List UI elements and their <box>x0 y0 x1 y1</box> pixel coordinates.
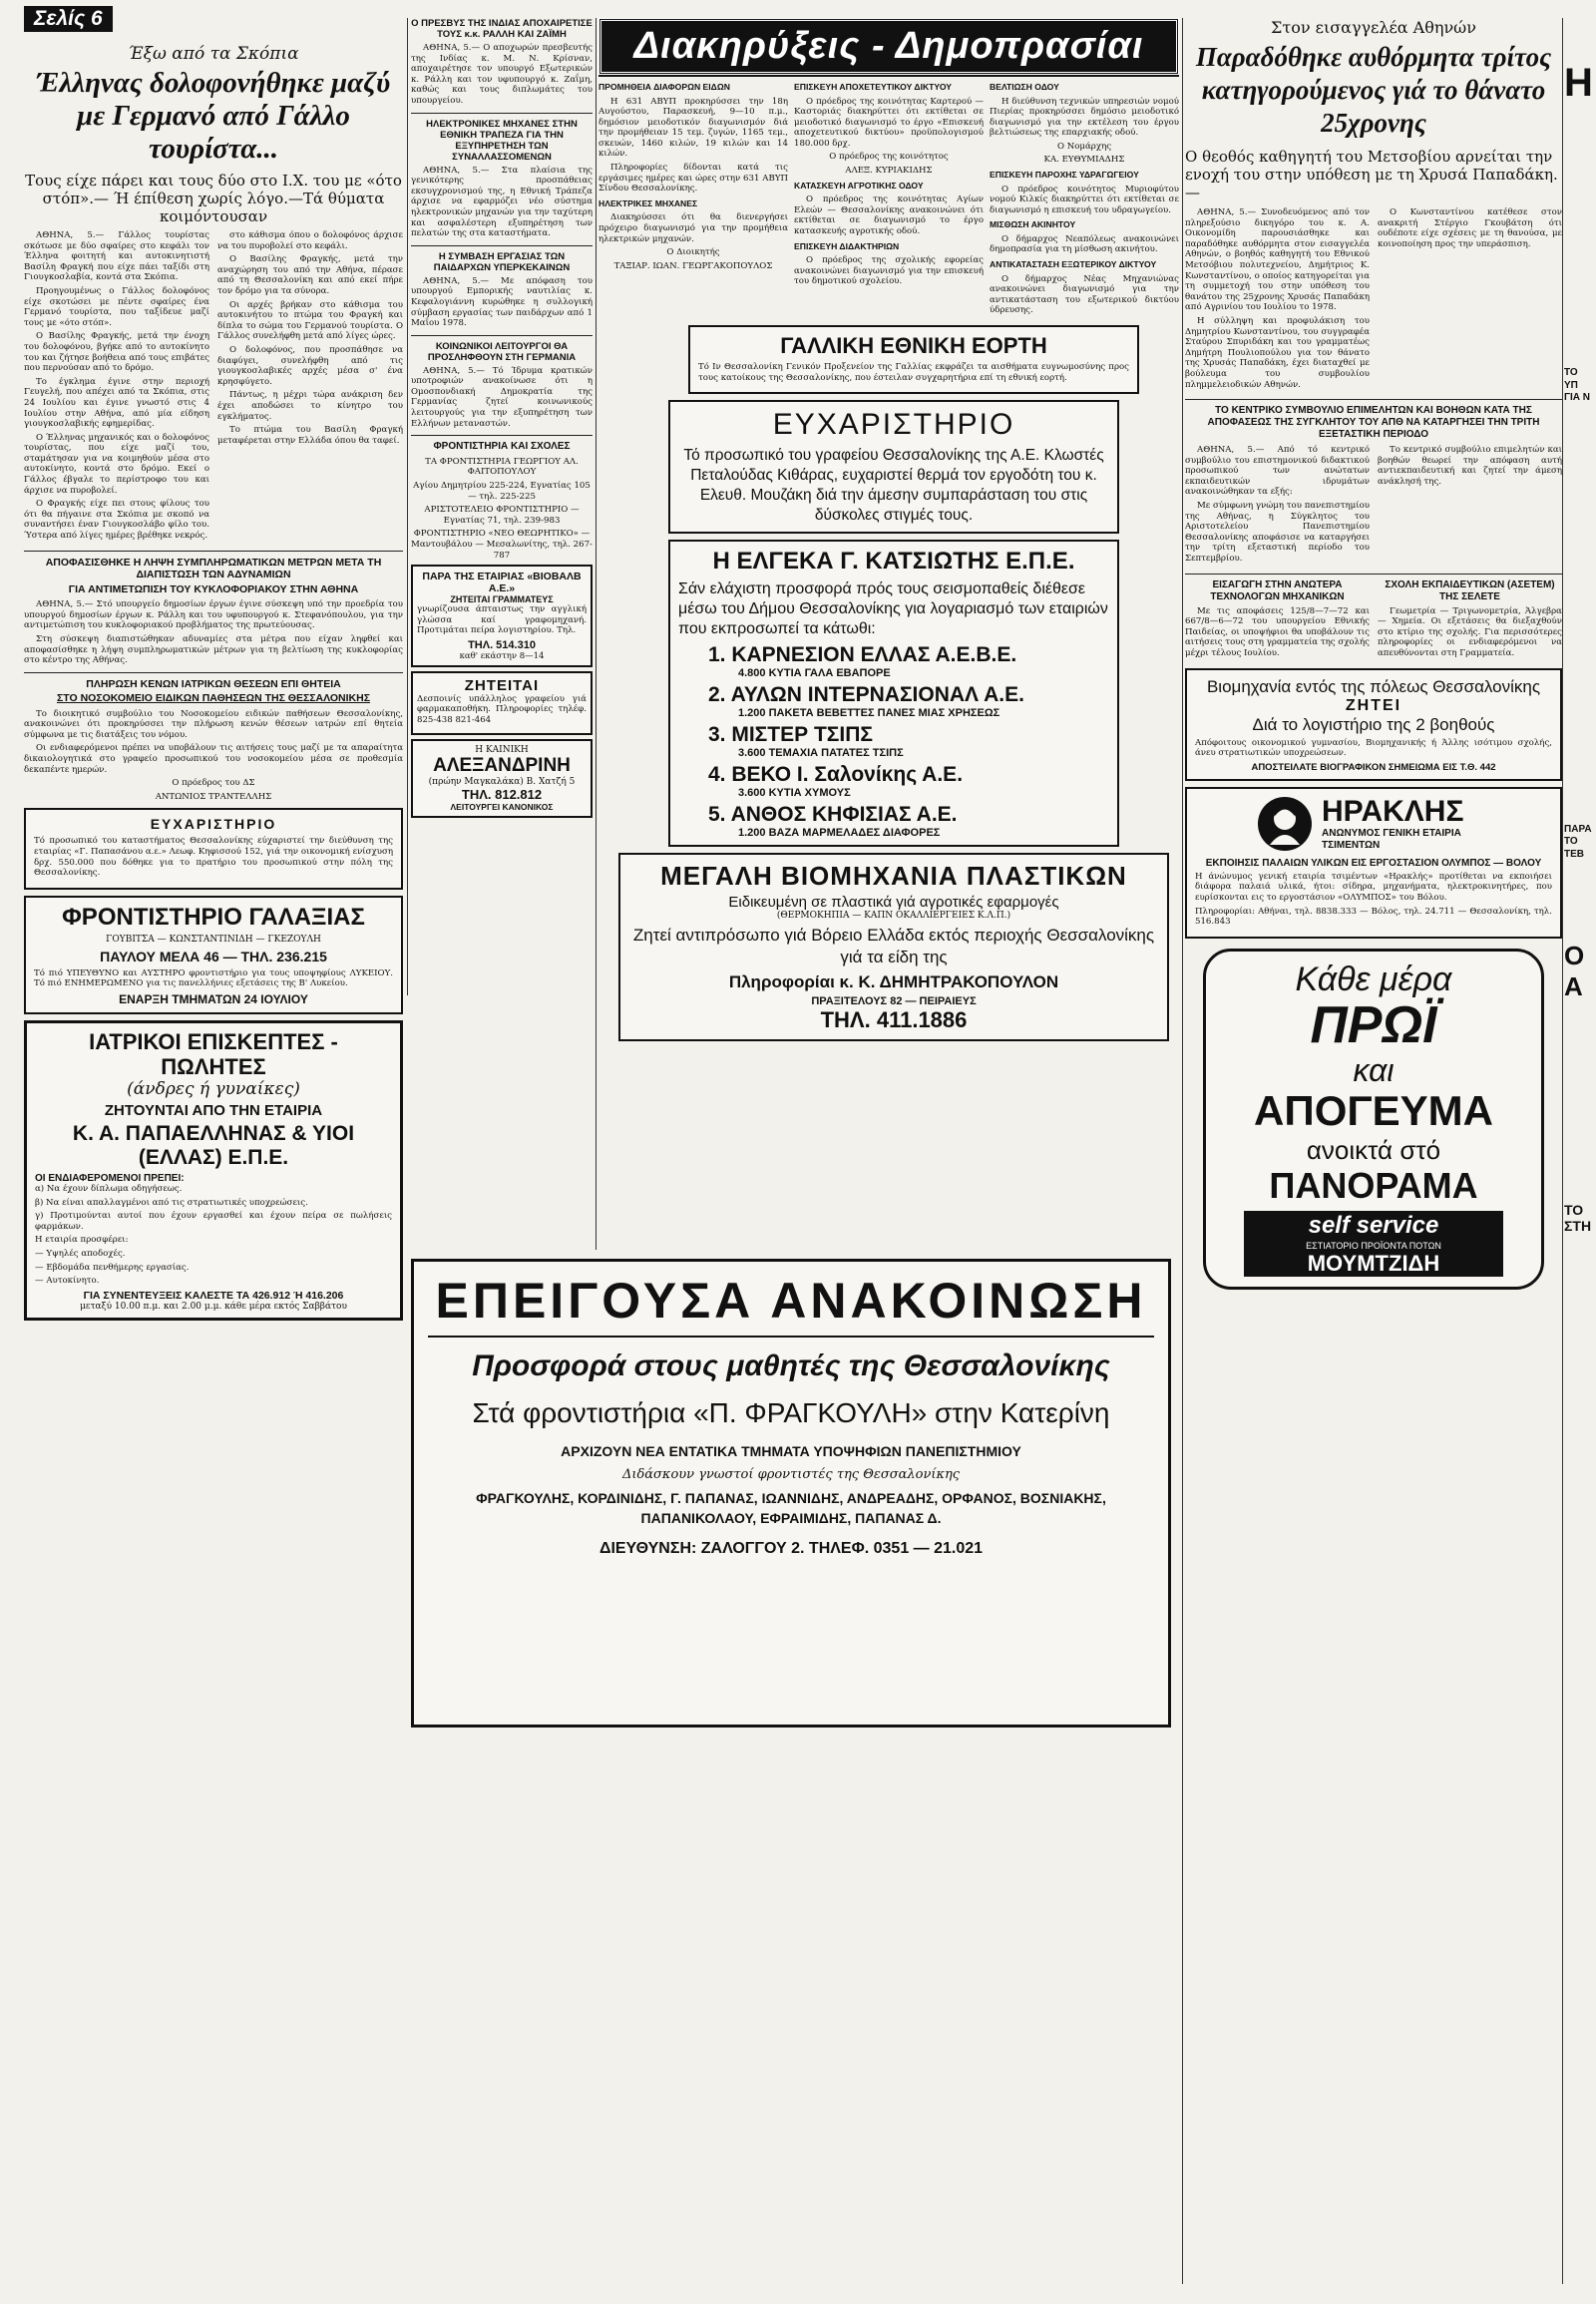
article-kicker: Στον εισαγγελέα Αθηνών <box>1271 18 1476 37</box>
ad-title: ΠΑΡΑ ΤΗΣ ΕΤΑΙΡΙΑΣ «ΒΙΟΒΑΛΒ Α.Ε.» <box>422 571 582 595</box>
section-title: Ο ΠΡΕΣΒΥΣ ΤΗΣ ΙΝΔΙΑΣ ΑΠΟΧΑΙΡΕΤΙΣΕ ΤΟΥΣ κ.κ. ΡΑΛΛΗ ΚΑΙ ΖΑΪΜΗ <box>411 18 593 40</box>
requirement: β) Να είναι απαλλαγμένοι από τις στρατιωτικές υποχρεώσεις. <box>35 1197 308 1208</box>
ad-title: Η ΕΛΓΕΚΑ Γ. ΚΑΤΣΙΩΤΗΣ Ε.Π.Ε. <box>712 548 1075 576</box>
panorama-sub: ΕΣΤΙΑΤΟΡΙΟ ΠΡΟΪΟΝΤΑ ΠΟΤΩΝ <box>1244 1241 1503 1251</box>
requirement: — Εβδομάδα πενθήμερης εργασίας. <box>35 1262 190 1273</box>
column-rule <box>596 18 597 1250</box>
ad-panorama <box>1203 949 1544 1290</box>
article-subhead: Ο θεοθός καθηγητή του Μετσοβίου αρνείται την ενοχή του στην υπόθεση με τη Χρυσά Παπαδάκη.— <box>1185 148 1558 201</box>
paragraph: ΑΘΗΝΑ, 5.— Από τό κεντρικό συμβούλιο του επιστημονικού διδακτικού προσωπικού των ανώτατων εκπαιδευτικών ιδρυμάτων ανακοινώθηκαν τα εξής: <box>1185 445 1370 498</box>
paragraph: Το έγκλημα έγινε στην περιοχή Γευγελή, που απέχει από τα Σκόπια, στις 24 Ιουλίου και έγινε γνωστό στις 4 Ιουλίου στην Αθήνα, από μία είδηση γιουγκοσλαβικής εφημερίδας. <box>24 376 209 430</box>
tender-text: Διακηρύσσει ότι θα διενεργήσει πρόχειρο διαγωνισμό για την προμήθεια ηλεκτρικών μηχανών. <box>598 212 788 244</box>
requirement: γ) Προτιμούνται αυτοί που έχουν εργασθεί και έχουν πείρα σε πωλήσεις φαρμάκων. <box>35 1211 392 1232</box>
paragraph: ΑΘΗΝΑ, 5.— Ο αποχωρών πρεσβευτής της Ινδίας κ. Μ. Ν. Κρίσναν, αποχαιρέτησε τον υπουργό Εξωτερικών κ. Ράλλη και τον υφυπουργό κ. Ζαΐμη, καθώς και τους διπλωμάτες του υπουργείου. <box>411 43 593 106</box>
donor-qty: 1.200 ΠΑΚΕΤΑ ΒΕΒΕΤΤΕΣ ΠΑΝΕΣ ΜΙΑΣ ΧΡΗΣΕΩΣ <box>738 707 1000 720</box>
tender-text: Ο πρόεδρος κοινότητος Μυριοφύτου νομού Κιλκίς διακηρύττει ότι εκτίθεται σε διαγωνισμό η επισκευή του υδραγωγείου. <box>990 184 1179 215</box>
donor-qty: 1.200 ΒΑΖΑ ΜΑΡΜΕΛΑΔΕΣ ΔΙΑΦΟΡΕΣ <box>738 827 941 840</box>
text-fragment: ΤΟ ΤΕΒ <box>1564 836 1584 860</box>
paragraph: Ο Φραγκής είχε πει στους φίλους του ότι θα πήγαινε στα Σκόπια με σκοπό να συναντήσει έναν Γιουγκοσλάβο φίλο του. Ύστερα από λίγες ημέρες βρέθηκε νεκρός. <box>24 499 209 542</box>
tender-column <box>990 81 1179 319</box>
ad-company: Κ. Α. ΠΑΠΑΕΛΛΗΝΑΣ & ΥΙΟΙ (ΕΛΛΑΣ) Ε.Π.Ε. <box>72 1122 355 1169</box>
text-fragment: Ο <box>1564 941 1585 970</box>
paragraph: ΑΘΗΝΑ, 5.— Γάλλος τουρίστας σκότωσε με δύο σφαίρες στο κεφάλι τον Έλληνα φοιτητή και αυτοκινητιστή Βασίλη Φραγκή που είχε πάει ταξίδι στη Γιουγκοσλαβία, κοντά στα Σκόπια. <box>24 230 209 283</box>
paragraph: Στη σύσκεψη διαπιστώθηκαν αδυναμίες στα μέτρα που είχαν ληφθεί και αποφασίσθηκε η λήψη συμπληρωματικών μέτρων για τη βελτίωση της κυκλοφορίας στο κέντρο της Αθήνας. <box>24 633 403 666</box>
tender-title: ΒΕΛΤΙΩΣΗ ΟΔΟΥ <box>990 82 1059 92</box>
ad-title: ΕΥΧΑΡΙΣΤΗΡΙΟ <box>150 816 277 833</box>
article-university <box>1185 399 1562 568</box>
paragraph: Το πτώμα του Βασίλη Φραγκή μεταφέρεται στην Ελλάδα όπου θα ταφεί. <box>217 425 403 446</box>
herakles-logo-icon <box>1256 795 1314 853</box>
panorama-badge: self service <box>1244 1211 1503 1241</box>
ad-french-day <box>688 325 1139 394</box>
ad-contact: ΓΙΑ ΣΥΝΕΝΤΕΥΞΕΙΣ ΚΑΛΕΣΤΕ ΤΑ 426.912 Ή 416.206 <box>83 1289 344 1302</box>
announcement-line: Στά φροντιστήρια «Π. ΦΡΑΓΚΟΥΛΗ» στην Κατερίνη <box>472 1397 1110 1428</box>
announcement-line: Προσφορά στους μαθητές της Θεσσαλονίκης <box>472 1349 1110 1382</box>
tender-column <box>598 81 788 319</box>
listing: ΦΡΟΝΤΙΣΤΗΡΙΟ «ΝΕΟ ΘΕΩΡΗΤΙΚΟ» — Μαντουβάλου — Μεσαλωνίτης, τηλ. 267-787 <box>411 529 593 561</box>
column-rule <box>1182 18 1183 2284</box>
article-headline: Παραδόθηκε αυθόρμητα τρίτος κατηγορούμενος γιά το θάνατο 25χρονης <box>1195 42 1552 138</box>
paragraph: Το διοικητικό συμβούλιο του Νοσοκομείου ειδικών παθήσεων Θεσσαλονίκης, ανακοινώνει ότι προκηρύσσει την πλήρωση κενών θέσεων ιατρών επί θητεία σύμφωνα με τις διατάξεις του νόμου. <box>24 708 403 740</box>
ad-intro: Σάν ελάχιστη προσφορά πρός τους σεισμοπαθείς διέθεσε μέσω του Δήμου Θεσσαλονίκης για λογαριασμό των εταιριών που εκπροσωπεί τα κάτωθι: <box>678 580 1108 638</box>
ad-body: Ζητεί αντιπρόσωπο γιά Βόρειο Ελλάδα εκτός περιοχής Θεσσαλονίκης γιά τα είδη της <box>632 926 1155 967</box>
section-title: ΗΛΕΚΤΡΟΝΙΚΕΣ ΜΗΧΑΝΕΣ ΣΤΗΝ ΕΘΝΙΚΗ ΤΡΑΠΕΖΑ ΓΙΑ ΤΗΝ ΕΞΥΠΗΡΕΤΗΣΗ ΤΩΝ ΣΥΝΑΛΛΑΣΣΟΜΕΝΩΝ <box>426 118 578 163</box>
tender-text: Πληροφορίες δίδονται κατά τις εργάσιμες ημέρες και ώρες στην 631 ΑΒΥΠ Σίνδου Θεσσαλονίκης. <box>598 163 788 194</box>
ad-elgeka <box>668 540 1119 847</box>
paragraph: Προηγουμένως ο Γάλλος δολοφόνος είχε σκοτώσει με πέντε σφαίρες ένα Γερμανό τουρίστα, που ταξίδευε μαζί τους με «ότο στόπ». <box>24 285 209 328</box>
section-title: ΣΧΟΛΗ ΕΚΠΑΙΔΕΥΤΙΚΩΝ (ΑΣΕΤΕΜ) ΤΗΣ ΣΕΛΕΤΕ <box>1385 578 1555 602</box>
text-fragment: Α <box>1564 971 1583 1001</box>
tender-column <box>794 81 984 319</box>
paragraph: Ο Κωνσταντίνου κατέθεσε στον ανακριτή Στέργιο Γκουβάτση ότι ουδέποτε είχε σχέσεις με τη θανούσα, με κοινοποίηση προς την υπεράσπιση. <box>1378 207 1562 249</box>
announcement-title: ΕΠΕΙΓΟΥΣΑ ΑΝΑΚΟΙΝΩΣΗ <box>428 1272 1154 1338</box>
tender-text: Ο πρόεδρος της κοινότητας Αγίων Ελεών — Θεσσαλονίκης ανακοινώνει ότι εκτίθεται σε διαγωνισμό το έργο κατασκευής αγροτικής οδού. <box>794 194 984 236</box>
paragraph: Η σύλληψη και προφυλάκιση του Δημητρίου Κωνσταντίνου, του συγγραφέα Σταύρου Σπυριδάκη και του γραμματέως Δημήτρη Πουλιοπούλου για τον θάνατο της Χρυσάς Παπαδάκη, έχει διαταχθεί με βούλευμα του συμβουλίου πλημμελειοδικών Αθηνών. <box>1185 315 1370 390</box>
notices-row <box>1185 574 1562 662</box>
paragraph: ΑΘΗΝΑ, 5.— Τό Ίδρυμα κρατικών υποτροφιών ανακοίνωσε ότι η Ομοσπονδιακή Δημοκρατία της Γερμανίας ζητεί κοινωνικούς λειτουργούς για την εξυπηρέτηση των Ελλήνων μεταναστών. <box>411 365 593 429</box>
paragraph: ΑΘΗΝΑ, 5.— Συνοδευόμενος από τον πληρεξούσιο δικηγόρο του κ. Α. Οικονομίδη παρουσιάσθηκε και παραδόθηκε αυθόρμητα στον εισαγγελέα Αθηνών, ο βοηθός καθηγητή του Εθνικού Μετσόβιου πολυτεχνείου, Δημήτριος Κ. Κωνσταντίνου, ο οποίος κατηγορείται για τη συμμετοχή του στην υπόθεση του θανάτου της 25χρονης Χρυσάς Παπαδάκη από Αγρινίου του Ιουλίου το 1978. <box>1185 207 1370 313</box>
ad-body: Τό προσωπικό του καταστήματος Θεσσαλονίκης εύχαριστεί την διεύθυνση της εταιρίας «Γ. Παπασάνου α.ε.» Λεωφ. Κηφισσού 152, γιά την οικονομική ενίσχυση δρχ. 550.000 που δόθηκε για το πρατήριο του προσωπικού στην πόλη της Θεσσαλονίκης. <box>34 836 393 879</box>
ad-footer: ΕΝΑΡΞΗ ΤΜΗΜΑΤΩΝ 24 ΙΟΥΛΙΟΥ <box>119 992 308 1006</box>
donor-qty: 3.600 ΚΥΤΙΑ ΧΥΜΟΥΣ <box>738 787 851 800</box>
ad-body: γνωρίζουσα άπταιστως την αγγλική γλώσσα καί γραφομηχανή. Προτιμάται πείρα λογιστηρίου. Τηλ. <box>417 604 587 636</box>
listing: Αγίου Δημητρίου 225-224, Εγνατίας 105 — τηλ. 225-225 <box>413 480 591 502</box>
paragraph: Ο Έλληνας μηχανικός και ο δολοφόνος τουρίστας, που είχε μαζί του, σταμάτησαν για να κοιμηθούν μέσα στο αυτοκίνητο, κοντά στο δρόμο. Εκεί ο Γάλλος έβγαλε το περίστροφο του και άρχισε να πυροβολεί. <box>24 432 209 496</box>
announcement-line: Διδάσκουν γνωστοί φροντιστές της Θεσσαλονίκης <box>621 1467 961 1482</box>
section-title: ΑΠΟΦΑΣΙΣΘΗΚΕ Η ΛΗΨΗ ΣΥΜΠΛΗΡΩΜΑΤΙΚΩΝ ΜΕΤΡΩΝ ΜΕΤΑ ΤΗ ΔΙΑΠΙΣΤΩΣΗ ΤΩΝ ΑΔΥΝΑΜΙΩΝ <box>45 556 382 581</box>
ad-body: Δεσποινίς υπάλληλος γραφείου γιά φαρμακαποθήκη. Πληροφορίες τηλέφ. 825-438 821-464 <box>417 693 587 726</box>
ad-tel: ΤΗΛ. 411.1886 <box>820 1007 968 1033</box>
tender-sign: Ο Διοικητής <box>666 247 720 258</box>
ad-tel: ΤΗΛ. 514.310 <box>468 638 536 651</box>
paragraph: Οι ενδιαφερόμενοι πρέπει να υποβάλουν τις αιτήσεις τους μαζί με τα απαραίτητα δικαιολογητικά στο γραφείο προσωπικού του νοσοκομείου μέσα σε προθεσμία δεκαπέντε ημερών. <box>24 743 403 775</box>
ad-seek: ΖΗΤΕΙ <box>1345 696 1402 714</box>
ad-footer: ΛΕΙΤΟΥΡΓΕΙ ΚΑΝΟΝΙΚΟΣ <box>450 801 554 812</box>
ad-thanks <box>24 808 403 889</box>
ad-clinic <box>411 739 593 818</box>
paragraph: στο κάθισμα όπου ο δολοφόνος άρχισε να του πυροβολεί στο κεφάλι. <box>217 230 403 251</box>
tender-title: ΕΠΙΣΚΕΥΗ ΠΑΡΟΧΗΣ ΥΔΡΑΓΩΓΕΙΟΥ <box>990 170 1139 181</box>
paragraph: Ο Βασίλης Φραγκής, μετά την ένοχη του δολοφόνου, βγήκε από το αυτοκίνητο του και ζήτησε βοήθεια από τους επιβάτες που περνούσαν από το δρόμο. <box>24 331 209 374</box>
tender-title: ΗΛΕΚΤΡΙΚΕΣ ΜΗΧΑΝΕΣ <box>598 197 698 208</box>
tender-text: Ο πρόεδρος της σχολικής εφορείας ανακοινώνει διαγωνισμό για την επισκευή του δημοτικού σχολείου. <box>794 255 984 287</box>
ad-title: ΑΛΕΞΑΝΔΡΙΝΗ <box>433 754 571 776</box>
section-title: ΕΙΣΑΓΩΓΗ ΣΤΗΝ ΑΝΩΤΕΡΑ ΤΕΧΝΟΛΟΓΩΝ ΜΗΧΑΝΙΚΩΝ <box>1210 578 1345 602</box>
company-name: ΗΡΑΚΛΗΣ <box>1322 794 1464 828</box>
section-title: ΤΟ ΚΕΝΤΡΙΚΟ ΣΥΜΒΟΥΛΙΟ ΕΠΙΜΕΛΗΤΩΝ ΚΑΙ ΒΟΗΘΩΝ ΚΑΤΑ ΤΗΣ ΑΠΟΦΑΣΕΩΣ ΤΗΣ ΣΥΓΚΛΗΤΟΥ ΤΟΥ ΑΠΘ ΝΑ ΚΑΤΑΡΓΗΣΕΙ ΤΗΝ ΤΡΙΤΗ ΕΞΕΤΑΣΤΙΚΗ ΠΕΡΙΟΔΟ <box>1207 405 1540 441</box>
ad-subtitle: Ειδικευμένη σε πλαστικά γιά αγροτικές εφαρμογές <box>728 894 1059 912</box>
page-label: Σελίς 6 <box>24 6 113 32</box>
ad-title: ΕΥΧΑΡΙΣΤΗΡΙΟ <box>772 408 1015 442</box>
paragraph: Γεωμετρία — Τριγωνομετρία, Άλγεβρα — Χημεία. Οι εξετάσεις θα διεξαχθούν στο κτίριο της σχολής. Για περισσότερες πληροφορίες οι ενδιαφερόμενοι να απευθύνονται στη Γραμματεία. <box>1378 605 1562 658</box>
ad-title: Βιομηχανία εντός της πόλεως Θεσσαλονίκης <box>1206 676 1541 696</box>
ad-address: ΠΡΑΞΙΤΕΛΟΥΣ 82 — ΠΕΙΡΑΙΕΥΣ <box>811 995 977 1008</box>
company-sub: ΑΝΩΝΥΜΟΣ ΓΕΝΙΚΗ ΕΤΑΙΡΙΑ ΤΣΙΜΕΝΤΩΝ <box>1322 827 1461 851</box>
tender-title: ΑΝΤΙΚΑΤΑΣΤΑΣΗ ΕΞΩΤΕΡΙΚΟΥ ΔΙΚΤΥΟΥ <box>990 259 1157 270</box>
requirement: α) Να έχουν δίπλωμα οδηγήσεως. <box>35 1184 183 1194</box>
tender-text: Ο δήμαρχος Νεαπόλεως ανακοινώνει δημοπρασία για τη μίσθωση ακινήτου. <box>990 233 1179 255</box>
ad-subtitle: (άνδρες ή γυναίκες) <box>127 1079 300 1099</box>
ad-body: Η άνώνυμος γενική εταιρία τσιμέντων «Ηρακλής» προτίθεται να εκποιήσει διάφορα παλαιά υλικά, ήτοι: σίδηρα, μηχανήματα, ηλεκτροκινητήρες, που ευρίσκονται εις το εργοστάσιον «ΟΛΥΜΠΟΣ» του Βόλου. <box>1195 871 1552 903</box>
tender-title: ΕΠΙΣΚΕΥΗ ΑΠΟΧΕΤΕΥΤΙΚΟΥ ΔΙΚΤΥΟΥ <box>794 82 952 92</box>
panorama-line: ΑΠΟΓΕΥΜΑ <box>1254 1086 1493 1134</box>
requirement: — Αυτοκίνητο. <box>35 1276 100 1287</box>
donor-item: 3. ΜΙΣΤΕΡ ΤΣΙΠΣ <box>708 723 873 747</box>
ad-contact: Πληροφορίαι: Αθήναι, τηλ. 8838.333 — Βόλος, τηλ. 24.711 — Θεσσαλονίκη, τηλ. 516.843 <box>1195 906 1552 928</box>
text-fragment: ΤΟ <box>1564 1202 1584 1218</box>
ad-tel: ΤΗΛ. 812.812 <box>461 786 543 802</box>
ad-galaxias <box>24 896 403 1014</box>
ad-title: ΖΗΤΕΙΤΑΙ <box>464 676 540 694</box>
panorama-line: ΠΡΩΪ <box>1310 995 1437 1054</box>
ad-title: ΦΡΟΝΤΙΣΤΗΡΙΟ ΓΑΛΑΞΙΑΣ <box>62 903 365 931</box>
column-right <box>1185 18 1562 2284</box>
article-traffic <box>24 551 403 666</box>
ad-body: Τό προσωπικό του γραφείου Θεσσαλονίκης της Α.Ε. Κλωστές Πεταλούδας Κιθάρας, ευχαριστεί θερμά τον εργοδότη του κ. Ελευθ. Μουζάκη διά την άμεσην συμπαράσταση του στις δύσκολες στιγμές τους. <box>683 447 1104 525</box>
signature-name: ΑΝΤΩΝΙΟΣ ΤΡΑΝΤΕΛΛΗΣ <box>155 791 272 802</box>
ad-send: ΑΠΟΣΤΕΙΛΑΤΕ ΒΙΟΓΡΑΦΙΚΟΝ ΣΗΜΕΙΩΜΑ ΕΙΣ Τ.Θ. 442 <box>1251 761 1496 773</box>
tender-sign: Ο πρόεδρος της κοινότητος <box>829 152 949 163</box>
donor-item: 1. ΚΑΡΝΕΣΙΟΝ ΕΛΛΑΣ Α.Ε.Β.Ε. <box>708 643 1017 667</box>
tender-sign: ΤΑΞΙΑΡ. ΙΩΑΝ. ΓΕΩΡΓΑΚΟΠΟΥΛΟΣ <box>613 260 773 271</box>
paragraph: Οι αρχές βρήκαν στο κάθισμα του αυτοκινήτου το πτώμα του Φραγκή και δίπλα το σώμα του Γερμανού τουρίστα. Ο Γάλλος συνελήφθη μετά από λίγες ώρες. <box>217 299 403 342</box>
article-hospital <box>24 672 403 803</box>
paragraph: Ο Βασίλης Φραγκής, μετά την αναχώρηση του από την Αθήνα, πέρασε από τη Θεσσαλονίκη και από εκεί πήρε τον δρόμο για τα σύνορα. <box>217 254 403 296</box>
column-cutoff <box>1564 18 1594 2284</box>
ad-wanted <box>411 671 593 735</box>
ad-subtitle: ΓΟΥΒΙΤΣΑ — ΚΩΝΣΤΑΝΤΙΝΙΔΗ — ΓΚΕΖΟΥΛΗ <box>106 934 321 945</box>
panorama-line: ΠΑΝΟΡΑΜΑ <box>1269 1164 1478 1206</box>
paragraph: ΑΘΗΝΑ, 5.— Με απόφαση του υπουργού Εμπορικής ναυτιλίας κ. Κεφαλογιάννη κυρώθηκε η συλλογική σύμβαση εργασίας των παιδάρχων από 1 Μαΐου 1978. <box>411 275 593 329</box>
requirement: — Υψηλές αποδοχές. <box>35 1248 126 1259</box>
section-title: ΠΛΗΡΩΣΗ ΚΕΝΩΝ ΙΑΤΡΙΚΩΝ ΘΕΣΕΩΝ ΕΠΙ ΘΗΤΕΙΑ <box>86 677 341 690</box>
listing: ΤΑ ΦΡΟΝΤΙΣΤΗΡΙΑ ΓΕΩΡΓΙΟΥ ΑΛ. ΦΑΙΤΟΠΟΥΛΟΥ <box>425 456 579 478</box>
tender-text: Ο πρόεδρος της κοινότητας Καρτερού — Καστοριάς διακηρύττει ότι εκτίθεται σε μειοδοτικό διαγωνισμό το έργο «Επισκευή αποχετευτικού δικτύου» προϋπολογισμού 180.000 δρχ. <box>794 96 984 149</box>
urgent-announcement <box>411 1259 1171 1728</box>
listing: ΑΡΙΣΤΟΤΕΛΕΙΟ ΦΡΟΝΤΙΣΤΗΡΙΟ — Εγνατίας 71, τηλ. 239-983 <box>424 505 580 526</box>
requirements-title: ΟΙ ΕΝΔΙΑΦΕΡΟΜΕΝΟΙ ΠΡΕΠΕΙ: <box>35 1173 185 1184</box>
ad-body: Τό πιό ΥΠΕΥΘΥΝΟ και ΑΥΣΤΗΡΟ φροντιστήριο για τους υποψηφίους ΛΥΚΕΙΟΥ. Τό πιό ΕΝΗΜΕΡΩΜΕΝΟ για τις πανελλήνιες εξετάσεις της Β' Λυκείου. <box>34 967 393 989</box>
panorama-line: ανοικτά στό <box>1306 1134 1441 1165</box>
ad-subtitle: ΖΗΤΕΙΤΑΙ ΓΡΑΜΜΑΤΕΥΣ <box>450 594 554 605</box>
article-headline: Έλληνας δολοφονήθηκε μαζύ με Γερμανό από Γάλλο τουρίστα... <box>36 67 391 165</box>
ad-biovalv <box>411 565 593 667</box>
announcement-line: ΑΡΧΙΖΟΥΝ ΝΕΑ ΕΝΤΑΤΙΚΑ ΤΜΗΜΑΤΑ ΥΠΟΨΗΦΙΩΝ ΠΑΝΕΠΙΣΤΗΜΙΟΥ <box>561 1443 1021 1459</box>
donor-qty: 4.800 ΚΥΤΙΑ ΓΑΛΑ ΕΒΑΠΟΡΕ <box>738 667 891 680</box>
ad-thanks-kithara <box>668 400 1119 534</box>
donor-item: 4. ΒΕΚΟ Ι. Σαλονίκης Α.Ε. <box>708 763 964 787</box>
text-fragment: ΠΑΡΑ <box>1564 823 1592 835</box>
section-subtitle: ΓΙΑ ΑΝΤΙΜΕΤΩΠΙΣΗ ΤΟΥ ΚΥΚΛΟΦΟΡΙΑΚΟΥ ΣΤΗΝ ΑΘΗΝΑ <box>68 582 359 595</box>
panorama-line: και <box>1353 1051 1395 1088</box>
donor-item: 2. ΑΥΛΩΝ ΙΝΤΕΡΝΑΣΙΟΝΑΛ Α.Ε. <box>708 683 1024 707</box>
column-rule <box>407 18 408 995</box>
ad-title: ΙΑΤΡΙΚΟΙ ΕΠΙΣΚΕΠΤΕΣ - ΠΩΛΗΤΕΣ <box>89 1029 338 1079</box>
text-fragment: ΓΙΑ Ν <box>1564 392 1591 403</box>
tenders-grid <box>598 81 1179 319</box>
article-kicker: Έξω από τα Σκόπια <box>128 44 299 64</box>
section-subtitle: ΣΤΟ ΝΟΣΟΚΟΜΕΙΟ ΕΙΔΙΚΩΝ ΠΑΘΗΣΕΩΝ ΤΗΣ ΘΕΣΣΑΛΟΝΙΚΗΣ <box>56 692 370 705</box>
paragraph: Πάντως, η μέχρι τώρα ανάκριση δεν έχει αποδώσει το κίνητρο του εγκλήματος. <box>217 390 403 422</box>
ad-subtitle-2: (ΘΕΡΜΟΚΗΠΙΑ — ΚΑΠΝ ΟΚΑΛΛΙΕΡΓΕΙΕΣ Κ.Λ.Π.) <box>776 911 1011 922</box>
tender-sign: ΚΑ. ΕΥΘΥΜΙΑΔΗΣ <box>1043 155 1125 166</box>
ad-hours: καθ' εκάστην 8—14 <box>459 650 545 661</box>
paragraph: Ο δολοφόνος, που προσπάθησε να διαφύγει, συνελήφθη από τις γιουγκοσλαβικές αρχές μέσα σ' ένα κρησφύγετο. <box>217 344 403 387</box>
requirement: Η εταιρία προσφέρει: <box>35 1235 129 1246</box>
panorama-line: Κάθε μέρα <box>1295 960 1452 998</box>
paragraph: ΑΘΗΝΑ, 5.— Στό υπουργείο δημοσίων έργων έγινε σύσκεψη υπό την προεδρία του υπουργού δημοσίων έργων κ. Ράλλη και του υφυπουργού κ. Στεφανόπουλου, για την αντιμετώπιση του κυκλοφοριακού προβλήματος της πρωτεύουσας. <box>24 599 403 631</box>
tender-sign: Ο Νομάρχης <box>1056 141 1112 152</box>
ad-small: Η ΚΑΙΝΙΚΗ <box>475 744 529 755</box>
ad-title: ΓΑΛΛΙΚΗ ΕΘΝΙΚΗ ΕΟΡΤΗ <box>780 332 1047 358</box>
ad-herakles <box>1185 787 1562 939</box>
column-left <box>24 18 403 2284</box>
paragraph: Με τις αποφάσεις 125/8—7—72 και 667/8—6—72 του υπουργείου Εθνικής Παιδείας, οι υποψήφιοι θα υποβάλουν τις αιτήσεις τους στη γραμματεία της σχολής μέχρι τέλους Ιουλίου. <box>1185 605 1370 658</box>
ad-info: Πληροφορίαι κ. Κ. ΔΗΜΗΤΡΑΚΟΠΟΥΛΟΝ <box>728 972 1059 992</box>
ad-title: ΜΕΓΑΛΗ ΒΙΟΜΗΧΑΝΙΑ ΠΛΑΣΤΙΚΩΝ <box>660 861 1127 892</box>
column-tenders <box>598 18 1179 1250</box>
banner-title: Διακηρύξεις - Δημοπρασίαι <box>633 25 1144 67</box>
tender-text: Η 631 ΑΒΥΠ προκηρύσσει την 18η Αυγούστου, Παρασκευή, 9—10 π.μ., δημόσιον μειοδοτικόν διαγωνισμόν διά την προμήθειαν 15 τεμ. ζυγών, 1165 τεμ., σκευών, 1460 κιλών, 19 κιλών και 14 κιλών. <box>598 96 788 160</box>
tenders-banner <box>598 18 1179 75</box>
column-narrow <box>411 18 593 995</box>
article-subhead: Τους είχε πάρει και τους δύο στο Ι.Χ. του με «ότο στόπ».— Ή έπίθεση χωρίς λόγο.—Τά θύματα κοιμόντουσαν <box>25 172 402 225</box>
ad-body: Τό Ιν Θεσσαλονίκη Γενικόν Προξενείον της Γαλλίας εκφράζει τα αισθήματα ευγνωμοσύνης προς τους κατοίκους της Θεσσαλονίκης, που έστειλαν συγχαρητήρια επί τη εθνική εορτή. <box>698 361 1129 383</box>
tender-title: ΕΠΙΣΚΕΥΗ ΔΙΔΑΚΤΗΡΙΩΝ <box>794 240 900 251</box>
ad-industry-job <box>1185 668 1562 781</box>
paragraph: Το κεντρικό συμβούλιο επιμελητών και βοηθών θεωρεί την απόφαση αυτή αντιεκπαιδευτική και ζητεί την άμεση ανάκλησή της. <box>1378 445 1562 487</box>
tender-title: ΠΡΟΜΗΘΕΙΑ ΔΙΑΦΟΡΩΝ ΕΙΔΩΝ <box>598 82 730 92</box>
section-title: ΚΟΙΝΩΝΙΚΟΙ ΛΕΙΤΟΥΡΓΟΙ ΘΑ ΠΡΟΣΛΗΦΘΟΥΝ ΣΤΗ ΓΕΡΜΑΝΙΑ <box>427 340 577 363</box>
donor-qty: 3.600 ΤΕΜΑΧΙΑ ΠΑΤΑΤΕΣ ΤΣΙΠΣ <box>738 747 904 760</box>
ad-address: ΠΑΥΛΟΥ ΜΕΛΑ 46 — ΤΗΛ. 236.215 <box>100 948 327 964</box>
ad-medical-reps <box>24 1020 403 1321</box>
headline-fragment: Η <box>1564 61 1593 105</box>
ad-plastics <box>618 853 1169 1041</box>
column-rule <box>1562 18 1563 2284</box>
announcement-line: ΔΙΕΥΘΥΝΣΗ: ΖΑΛΟΓΓΟΥ 2. ΤΗΛΕΦ. 0351 — 21.021 <box>598 1540 984 1557</box>
paragraph: Με σύμφωνη γνώμη του πανεπιστημίου της Αθήνας, η Σύγκλητος του Αριστοτελείου Πανεπιστημίου Θεσσαλονίκης αποφάσισε να καταργήσει την τρίτη εξεταστική περίοδο του Σεπτεμβρίου. <box>1185 501 1370 565</box>
paragraph: ΑΘΗΝΑ, 5.— Στα πλαίσια της γενικότερης προσπάθειας εκσυγχρονισμού της, η Εθνική Τράπεζα άρχισε να εφαρμόζει νέο σύστημα ηλεκτρονικών μηχανών για την ταχύτερη και ασφαλέστερη εξυπηρέτηση των πελατών της στα καταστήματα. <box>411 165 593 239</box>
announcement-line: ΦΡΑΓΚΟΥΛΗΣ, ΚΟΡΔΙΝΙΔΗΣ, Γ. ΠΑΠΑΝΑΣ, ΙΩΑΝΝΙΔΗΣ, ΑΝΔΡΕΑΔΗΣ, ΟΡΦΑΝΟΣ, ΒΟΣΝΙΑΚΗΣ, ΠΑΠΑΝΙΚΟΛΑΟΥ, ΕΦΡΑΙΜΙΔΗΣ, ΠΑΠΑΝΑΣ Δ. <box>476 1490 1106 1526</box>
tender-text: Η διεύθυνση τεχνικών υπηρεσιών νομού Πιερίας προκηρύσσει δημόσιο μειοδοτικό διαγωνισμό για την εκτέλεση του έργου βελτιώσεως της επαρχιακής οδού. <box>990 96 1179 139</box>
ad-hours: μεταξύ 10.00 π.μ. και 2.00 μ.μ. κάθε μέρα εκτός Σαββάτου <box>80 1301 347 1312</box>
ad-body: Απόφοιτους οικονομικού γυμνασίου, Βιομηχανικής ή Άλλης ισότιμου σχολής, άνευ στρατιωτικών υποχρεώσεων. <box>1195 737 1552 759</box>
tender-title: ΚΑΤΑΣΚΕΥΗ ΑΓΡΟΤΙΚΗΣ ΟΔΟΥ <box>794 180 924 191</box>
article-body <box>24 230 403 545</box>
ad-role: Διά το λογιστήριο της 2 βοηθούς <box>1252 714 1495 734</box>
text-fragment: ΣΤΗ <box>1564 1218 1592 1234</box>
text-fragment: ΤΟ ΥΠ <box>1564 367 1578 391</box>
donor-item: 5. ΑΝΘΟΣ ΚΗΦΙΣΙΑΣ Α.Ε. <box>708 803 958 827</box>
ad-subtitle: (πρώην Μαγκαλάκα) Β. Χατζή 5 <box>428 776 576 787</box>
signature-role: Ο πρόεδρος του ΔΣ <box>172 778 255 789</box>
panorama-name: ΜΟΥΜΤΖΙΔΗ <box>1244 1251 1503 1277</box>
ad-seek: ΖΗΤΟΥΝΤΑΙ ΑΠΟ ΤΗΝ ΕΤΑΙΡΙΑ <box>104 1102 323 1119</box>
tender-text: Ο δήμαρχος Νέας Μηχανιώνας ανακοινώνει διαγωνισμό για την αντικατάσταση του εξωτερικού δικτύου ύδρευσης. <box>990 273 1179 316</box>
auction-title: ΕΚΠΟΙΗΣΙΣ ΠΑΛΑΙΩΝ ΥΛΙΚΩΝ ΕΙΣ ΕΡΓΟΣΤΑΣΙΟΝ ΟΛΥΜΠΟΣ — ΒΟΛΟΥ <box>1205 857 1542 869</box>
tender-title: ΜΙΣΘΩΣΗ ΑΚΙΝΗΤΟΥ <box>990 219 1076 230</box>
tender-sign: ΑΛΕΞ. ΚΥΡΙΑΚΙΔΗΣ <box>845 166 933 177</box>
section-title: ΦΡΟΝΤΙΣΤΗΡΙΑ ΚΑΙ ΣΧΟΛΕΣ <box>433 441 571 453</box>
section-title: Η ΣΥΜΒΑΣΗ ΕΡΓΑΣΙΑΣ ΤΩΝ ΠΑΙΔΑΡΧΩΝ ΥΠΕΡΚΕΚΑΙΝΩΝ <box>433 250 571 273</box>
